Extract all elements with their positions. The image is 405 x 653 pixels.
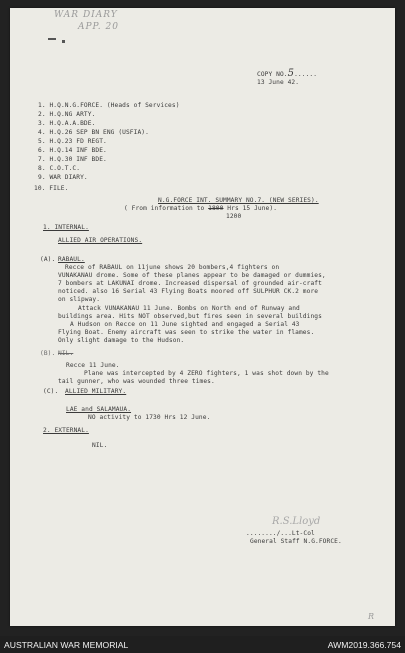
distribution-item: 3. H.Q.A.A.BDE. — [38, 120, 96, 127]
label-c: (C). — [43, 388, 59, 395]
document-page — [10, 8, 395, 626]
label-b: (B). — [40, 350, 56, 357]
annotation-war-diary: WAR DIARY — [54, 10, 118, 20]
initials-mark: R — [368, 612, 376, 621]
text-line: VUNAKANAU drome. Some of these planes appear to be damaged or dummies, — [58, 272, 326, 279]
heading-allied-military: ALLIED MILITARY. — [65, 388, 127, 395]
punch-mark — [48, 38, 56, 40]
distribution-item: 1. H.Q.N.G.FORCE. (Heads of Services) — [38, 102, 180, 109]
distribution-item: 5. H.Q.23 FD REGT. — [38, 138, 107, 145]
copy-number: COPY NO.5...... — [257, 68, 318, 79]
section-internal: 1. INTERNAL. — [43, 224, 89, 231]
document-date: 13 June 42. — [257, 79, 300, 86]
struck-nil: NIL. — [58, 350, 74, 357]
text-line: tail gunner, who was wounded three times. — [58, 378, 215, 385]
heading-lae-salamaua: LAE and SALAMAUA. — [66, 406, 132, 413]
section-external: 2. EXTERNAL. — [43, 427, 89, 434]
text-line: noticed. also 16 Serial 43 Flying Boats moored off SULPHUR CK.2 more — [58, 288, 319, 295]
label-a: (A). — [40, 256, 56, 263]
punch-mark — [62, 40, 65, 43]
distribution-item: 6. H.Q.14 INF BDE. — [38, 147, 107, 154]
distribution-item: 10. FILE. — [34, 185, 69, 192]
distribution-item: 4. H.Q.26 SEP BN ENG (USFIA). — [38, 129, 149, 136]
distribution-item: 2. H.Q.NG ARTY. — [38, 111, 96, 118]
signature-line: ......../...Lt-Col — [246, 530, 315, 537]
summary-subtitle: ( From information to 1800 Hrs 15 June). — [124, 205, 278, 212]
signature-scrawl: R.S.Lloyd — [272, 516, 321, 527]
annotation-app: APP. 20 — [78, 22, 119, 32]
distribution-item: 8. C.O.T.C. — [38, 165, 81, 172]
text-line: buildings area. Hits NOT observed,but fires seen in several buildings — [58, 313, 322, 320]
footer-source: AUSTRALIAN WAR MEMORIAL — [4, 640, 129, 650]
footer-accession: AWM2019.366.754 — [327, 640, 401, 650]
text-line: on slipway. — [58, 296, 101, 303]
signature-title: General Staff N.G.FORCE. — [250, 538, 342, 545]
summary-time-correction: 1200 — [226, 213, 242, 220]
footer-bar — [0, 636, 405, 653]
text-line: 7 bombers at LAKUNAI drome. Increased dispersal of grounded air-craft — [58, 280, 322, 287]
text-line: Only slight damage to the Hudson. — [58, 337, 185, 344]
distribution-item: 9. WAR DIARY. — [38, 174, 88, 181]
text-line: Attack VUNAKANAU 11 June. Bombs on North end of Runway and — [78, 305, 300, 312]
text-line: NO activity to 1730 Hrs 12 June. — [88, 414, 211, 421]
text-line: Plane was intercepted by 4 ZERO fighters, 1 was shot down by the — [84, 370, 329, 377]
text-nil: NIL. — [92, 442, 108, 449]
distribution-item: 7. H.Q.30 INF BDE. — [38, 156, 107, 163]
summary-title: N.G.FORCE INT. SUMMARY NO.7. (NEW SERIES). — [158, 197, 319, 204]
text-line: A Hudson on Recce on 11 June sighted and engaged a Serial 43 — [70, 321, 300, 328]
text-line: Flying Boat. Enemy aircraft was seen to strike the water in flames. — [58, 329, 315, 336]
heading-allied-air: ALLIED AIR OPERATIONS. — [58, 237, 143, 244]
text-line: Recce of RABAUL on 11june shows 20 bombers,4 fighters on — [65, 264, 280, 271]
text-line: Recce 11 June. — [66, 362, 120, 369]
heading-rabaul: RABAUL. — [58, 256, 85, 263]
